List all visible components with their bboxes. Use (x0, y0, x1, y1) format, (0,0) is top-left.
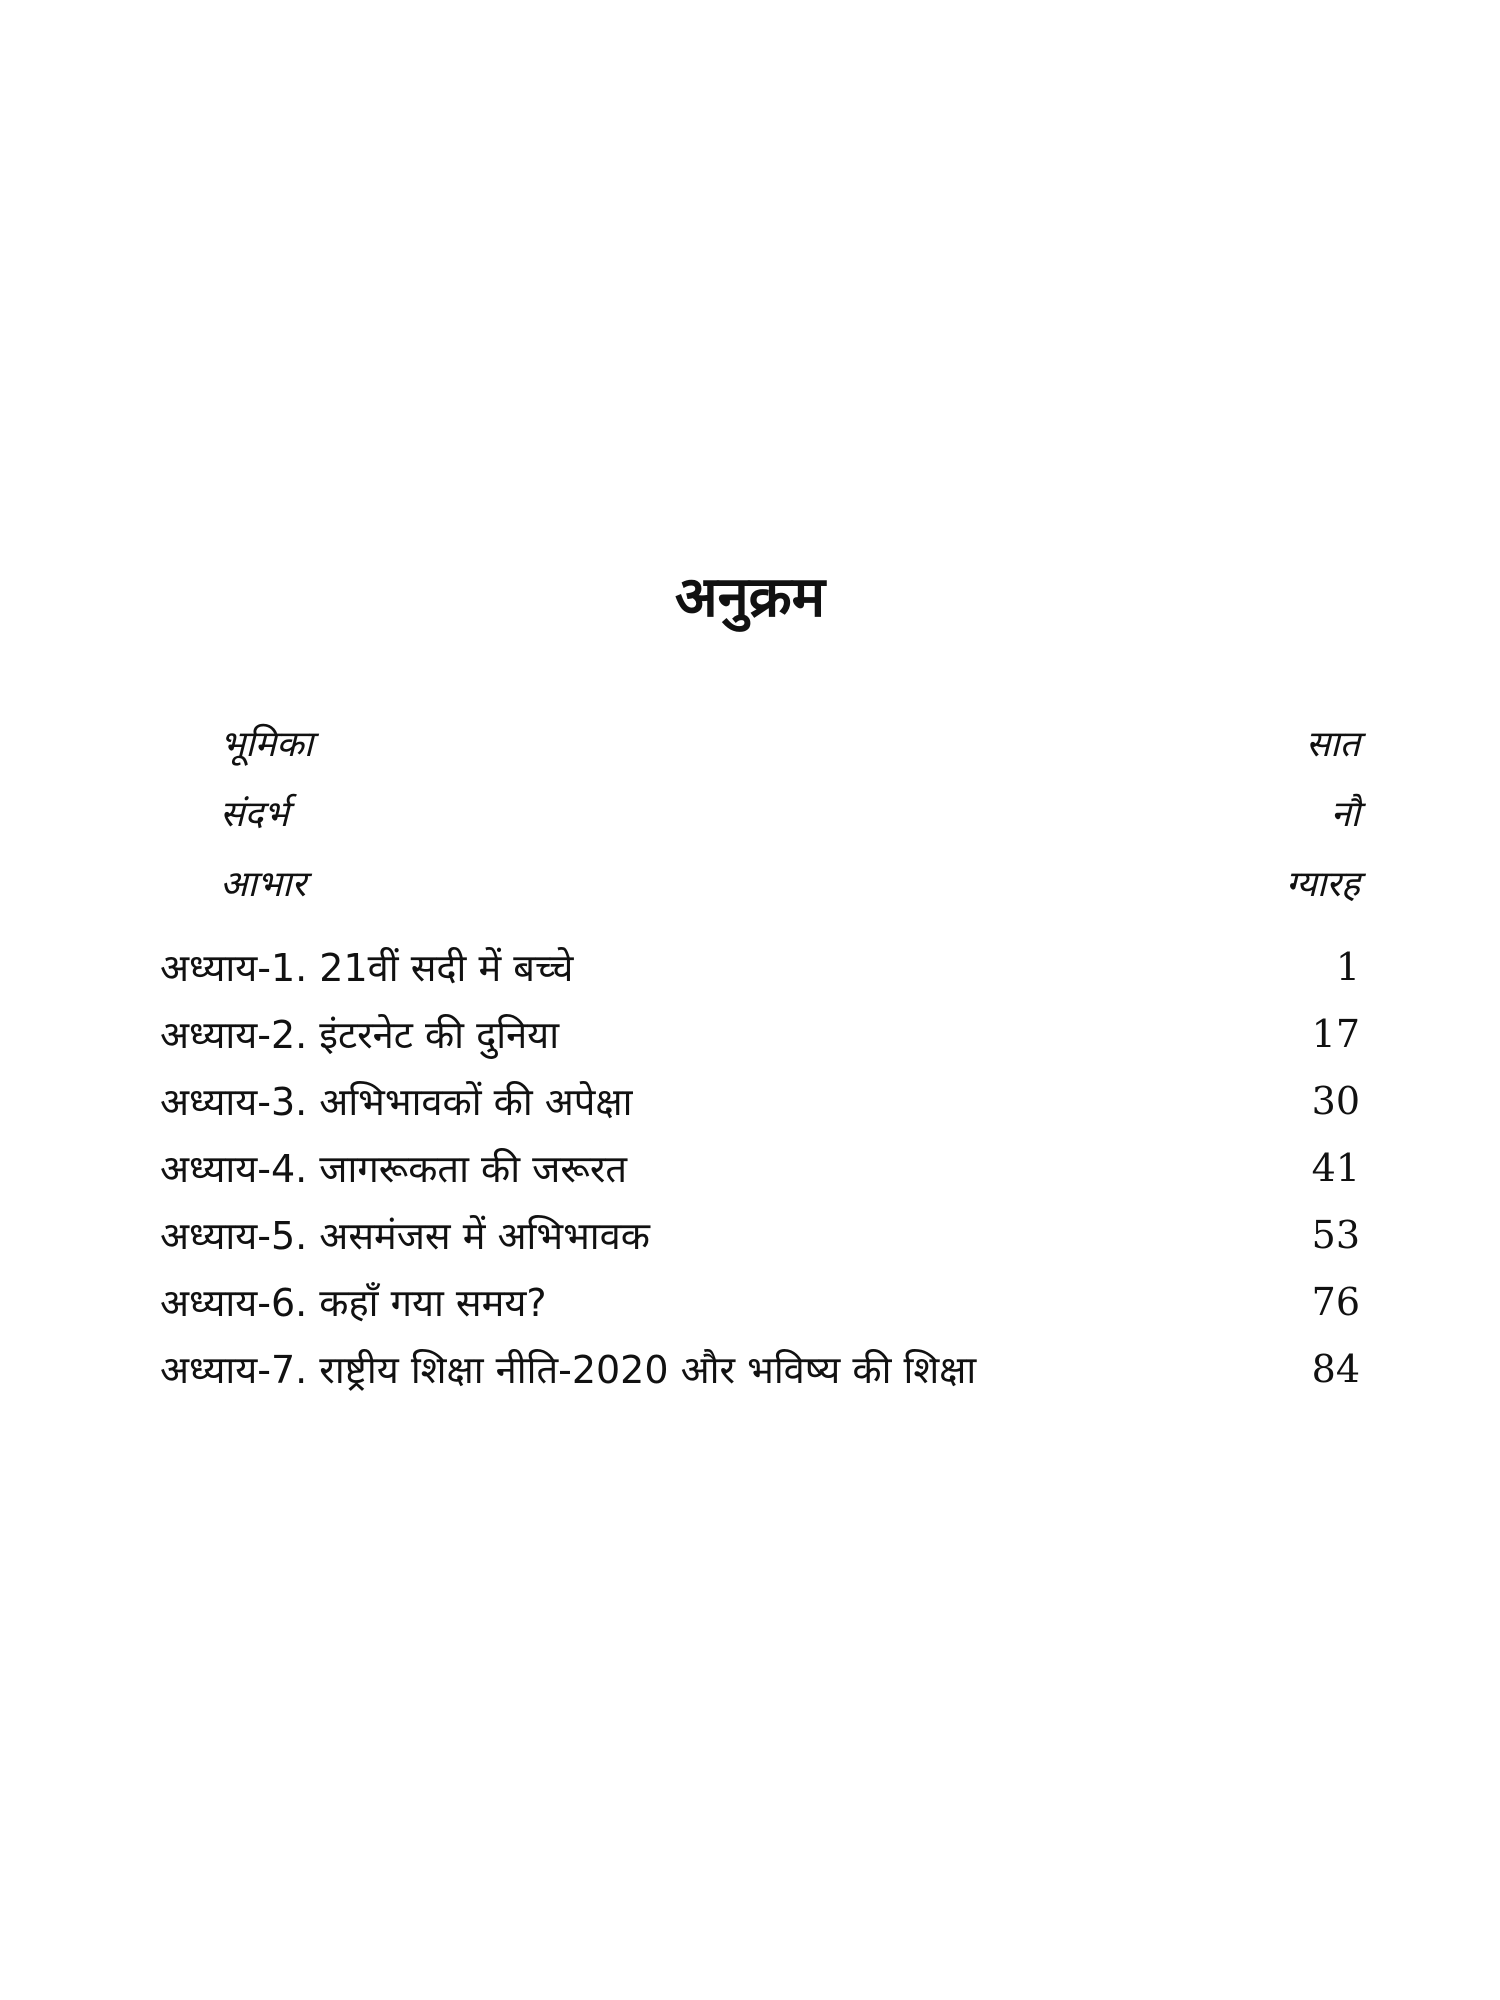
chapter-entry (160, 1203, 1360, 1267)
front-matter-label: भूमिका (220, 723, 314, 765)
chapter-entry (160, 1270, 1360, 1334)
front-matter-page: ग्यारह (1285, 863, 1360, 905)
chapter-entry (160, 1136, 1360, 1200)
front-matter-item (220, 782, 1360, 842)
chapter-title: अध्याय-3. अभिभावकों की अपेक्षा (160, 1080, 633, 1124)
chapter-page-number: 30 (1311, 1079, 1360, 1123)
chapter-title: अध्याय-4. जागरूकता की जरूरत (160, 1147, 628, 1191)
front-matter-item (220, 852, 1360, 912)
chapter-entry (160, 1002, 1360, 1066)
front-matter-page: नौ (1330, 793, 1360, 835)
chapter-title: अध्याय-2. इंटरनेट की दुनिया (160, 1013, 560, 1057)
chapter-title: अध्याय-1. 21वीं सदी में बच्चे (160, 946, 574, 990)
chapter-title: अध्याय-6. कहाँ गया समय? (160, 1281, 547, 1325)
chapter-page-number: 41 (1311, 1146, 1360, 1190)
front-matter-item (220, 712, 1360, 772)
chapter-entry (160, 1069, 1360, 1133)
chapter-page-number: 1 (1335, 945, 1360, 989)
chapter-entry (160, 935, 1360, 999)
chapter-entry (160, 1337, 1360, 1401)
front-matter-label: संदर्भ (220, 793, 289, 835)
chapter-page-number: 84 (1311, 1347, 1360, 1391)
front-matter-label: आभार (220, 863, 307, 905)
chapter-page-number: 53 (1311, 1213, 1360, 1257)
chapter-page-number: 76 (1311, 1280, 1360, 1324)
page-title: अनुक्रम (674, 565, 826, 630)
chapter-title: अध्याय-7. राष्ट्रीय शिक्षा नीति-2020 और भविष्य की शिक्षा (160, 1348, 977, 1392)
front-matter-page: सात (1305, 723, 1360, 765)
chapter-title: अध्याय-5. असमंजस में अभिभावक (160, 1214, 650, 1258)
chapter-page-number: 17 (1311, 1012, 1360, 1056)
